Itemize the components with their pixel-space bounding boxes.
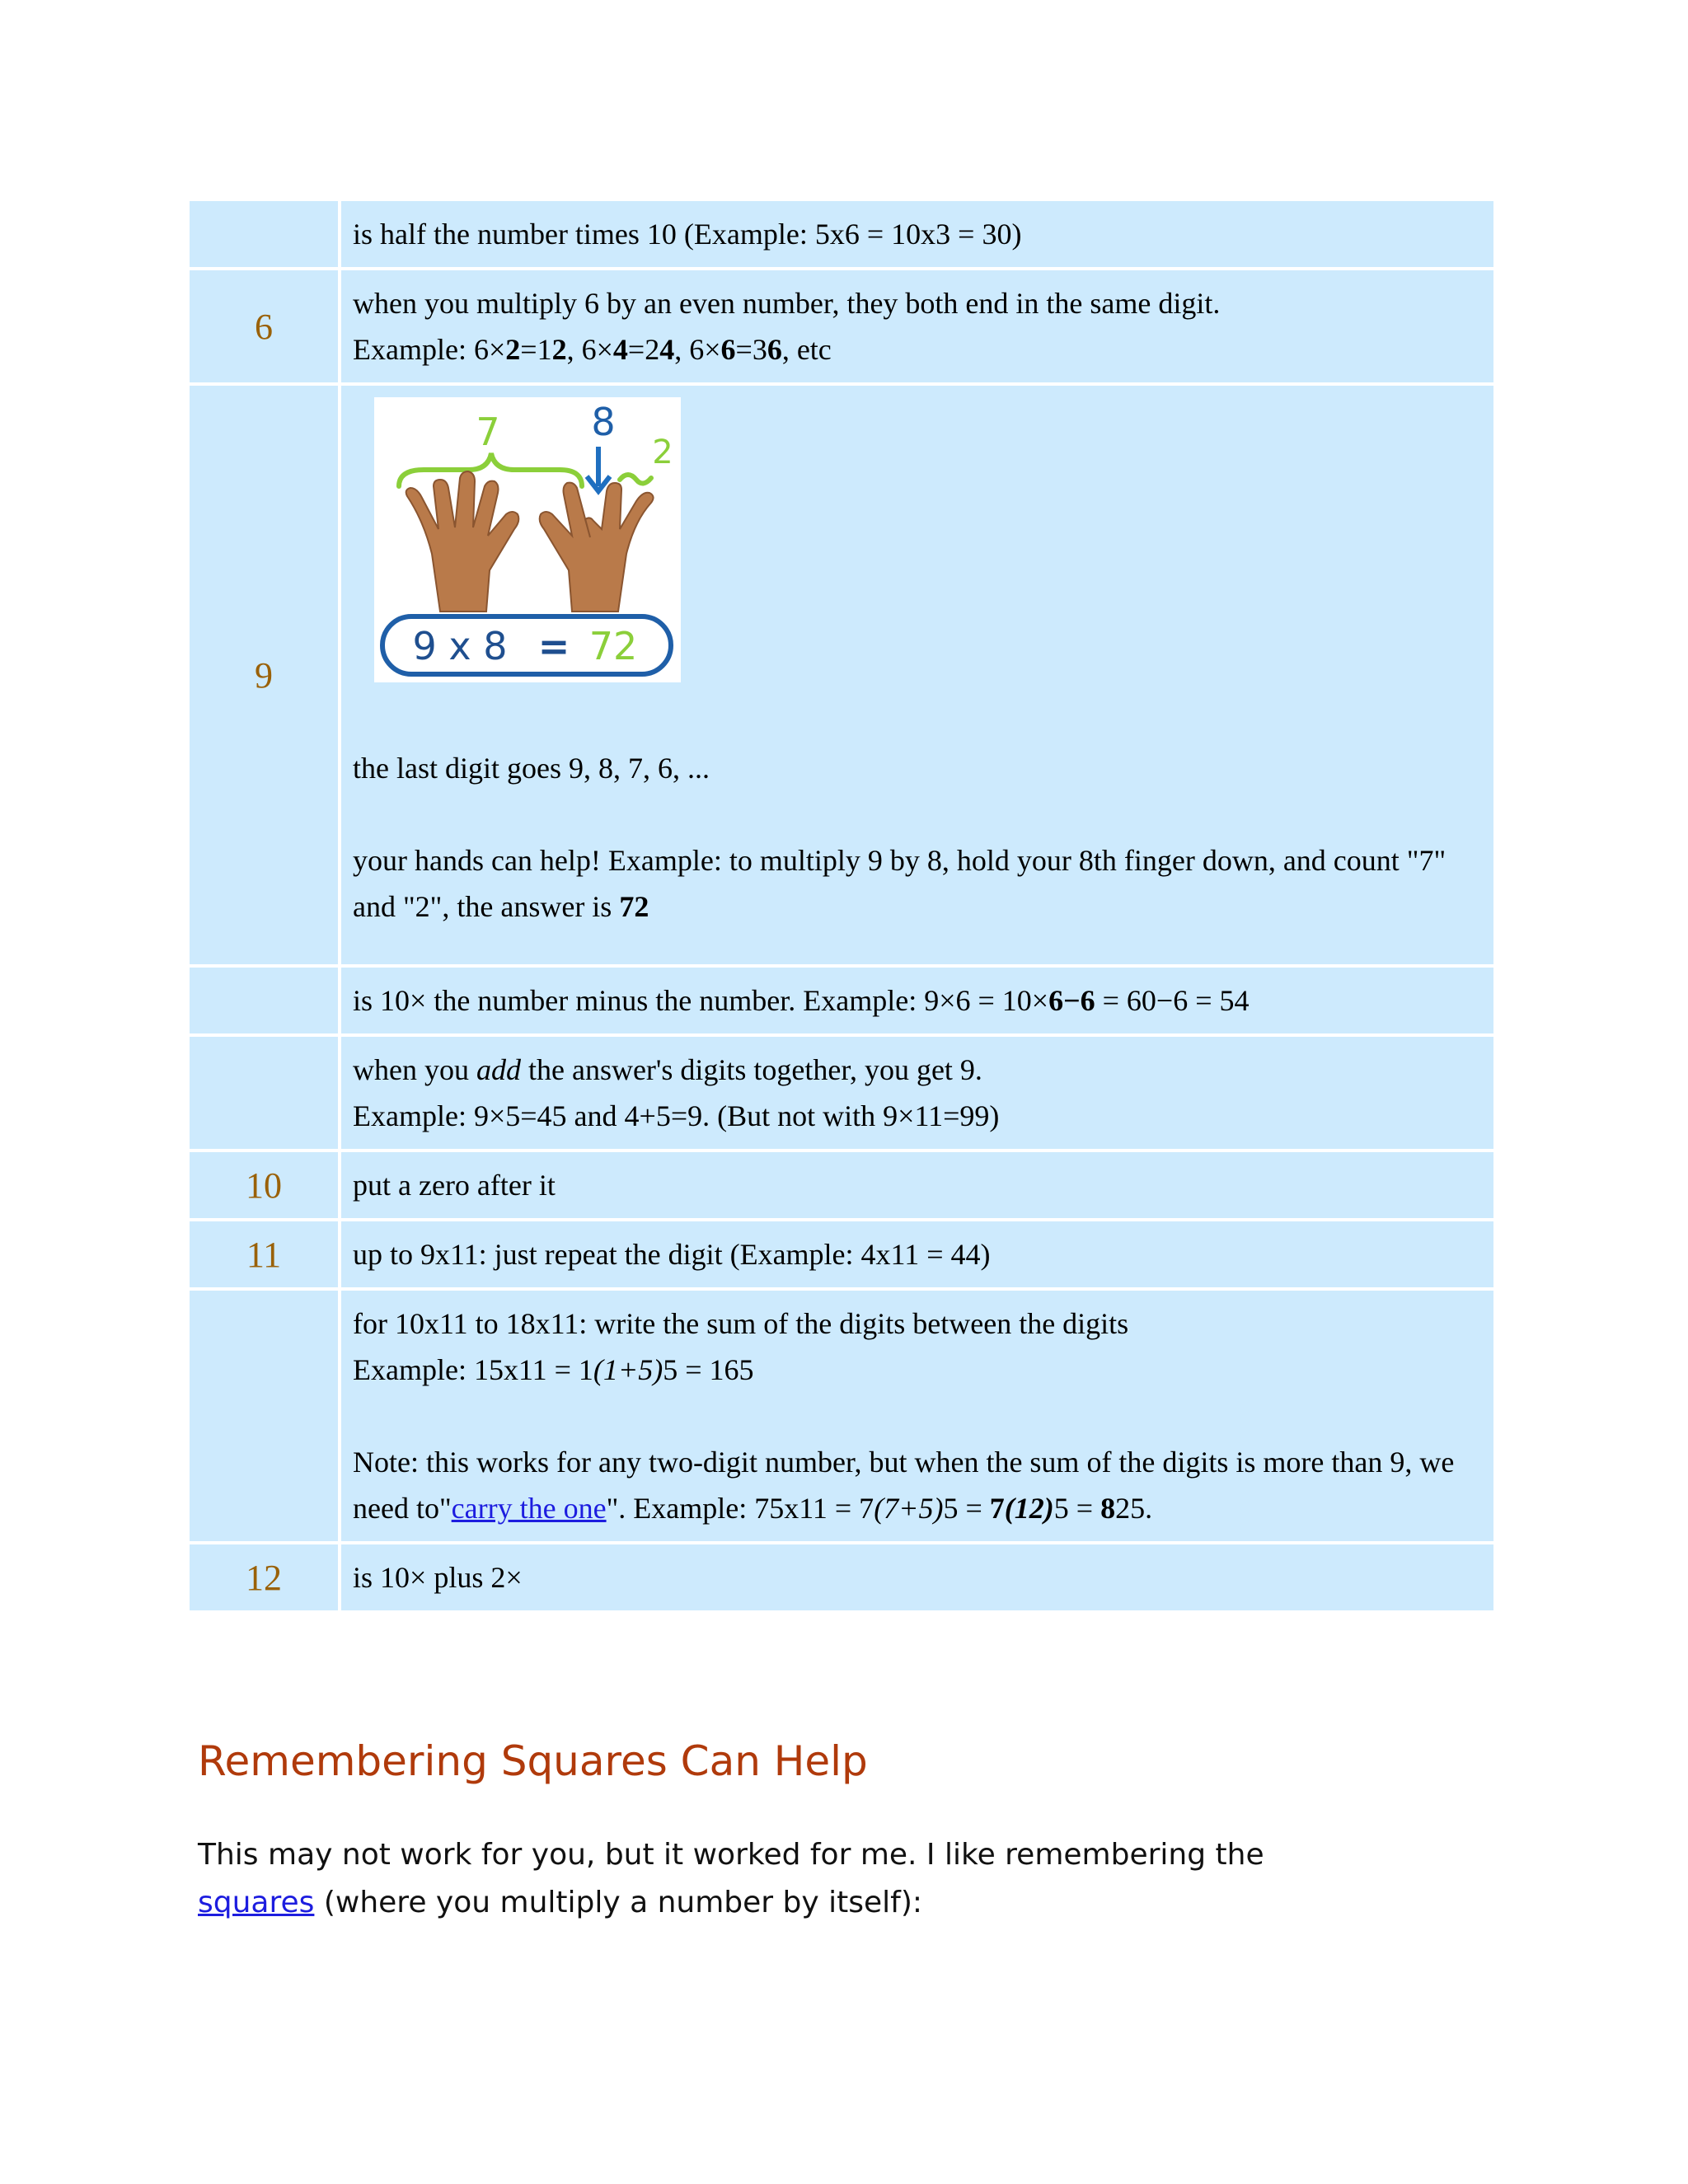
row-description: put a zero after it [341,1152,1493,1221]
bold-answer: 72 [619,890,649,923]
row-number: 10 [190,1152,341,1221]
row-number: 11 [190,1221,341,1291]
row-number: 9 [190,386,341,968]
text: your hands can help! Example: to multiply 9 by 8, hold your 8th finger down, and count "7" and "2", the answer is [353,844,1447,923]
text: =2 [627,333,660,366]
text: (where you multiply a number by itself): [314,1886,923,1919]
finger-trick-figure [353,394,1477,699]
table-row [190,201,1493,270]
text: , 6× [566,333,613,366]
row-description: up to 9x11: just repeat the digit (Example: 4x11 = 44) [341,1221,1493,1291]
row-description [341,968,1493,1037]
figure-digit: 7 [476,410,500,454]
bold-digit: 7 [989,1492,1005,1525]
row-description [341,270,1493,386]
section-heading: Remembering Squares Can Help [198,1737,868,1785]
row-number [190,1037,341,1152]
text: 5 = [943,1492,990,1525]
description-line [353,837,1477,930]
text: 5 = [1053,1492,1101,1525]
text: the answer's digits together, you get 9. [520,1053,982,1086]
text: is 10× the number minus the number. Example: 9×6 = 10× [353,984,1049,1017]
row-number [190,201,341,270]
table-row [190,1152,1493,1221]
row-number [190,968,341,1037]
text: Note: this works for any two-digit number, but when the sum of the digits is more than 9, we need to" [353,1446,1455,1525]
row-description [341,201,1493,270]
text: when you [353,1053,476,1086]
row-number: 6 [190,270,341,386]
hands-illustration [374,397,681,682]
row-description [341,1291,1493,1544]
figure-result: 72 [588,624,638,668]
description-line [353,1047,1477,1093]
emphasis: (7+5) [874,1492,944,1525]
emphasis: add [476,1053,521,1086]
bold-digit: 2 [551,333,567,366]
description-line [353,977,1477,1024]
description-line: is half the number times 10 (Example: 5x6 = 10x3 = 30) [353,218,1022,251]
bold-emphasis: (12) [1004,1492,1054,1525]
text: Example: 6× [353,333,506,366]
table-row [190,1221,1493,1291]
table-row [190,386,1493,968]
text: Example: 15x11 = 1 [353,1353,593,1386]
emphasis: (1+5) [593,1353,663,1386]
table-row [190,1037,1493,1152]
row-description [341,1037,1493,1152]
multiplication-tips-table [190,201,1493,1614]
squares-link[interactable]: squares [198,1886,315,1919]
figure-equals: = [537,624,570,668]
description-line: when you multiply 6 by an even number, they both end in the same digit. [353,287,1221,320]
row-number [190,1291,341,1544]
text: = 60−6 = 54 [1095,984,1250,1017]
figure-equation: 9 x 8 [412,624,508,668]
table-row [190,968,1493,1037]
bold-digit: 2 [505,333,521,366]
table-row [190,270,1493,386]
bold-digit: 4 [612,333,628,366]
figure-digit: 2 [652,434,673,471]
example-line: Example: 9×5=45 and 4+5=9. (But not with 9×11=99) [353,1099,1000,1132]
carry-the-one-link[interactable]: carry the one [451,1492,607,1525]
note-line [353,1439,1477,1531]
text: , 6× [674,333,721,366]
example-line [353,1347,1477,1393]
bold-digit: 6 [767,333,782,366]
row-number: 12 [190,1544,341,1614]
row-description: is 10× plus 2× [341,1544,1493,1614]
figure-digit: 8 [591,400,616,444]
description-line: the last digit goes 9, 8, 7, 6, ... [353,752,710,785]
text: 5 = 165 [663,1353,754,1386]
row-description [341,386,1493,968]
section-intro [198,1831,1352,1927]
bold-digit: 8 [1100,1492,1116,1525]
bold-digit: 4 [659,333,675,366]
example-line [353,326,1477,373]
text: , etc [781,333,832,366]
text: 25. [1115,1492,1153,1525]
table-row [190,1291,1493,1544]
table-row [190,1544,1493,1614]
description-line: for 10x11 to 18x11: write the sum of the digits between the digits [353,1307,1129,1340]
text: =3 [735,333,767,366]
text: =1 [520,333,552,366]
bold-digit: 6 [720,333,736,366]
bold-term: 6−6 [1048,984,1095,1017]
text: This may not work for you, but it worked for me. I like remembering the [198,1838,1264,1872]
text: ". Example: 75x11 = 7 [606,1492,874,1525]
